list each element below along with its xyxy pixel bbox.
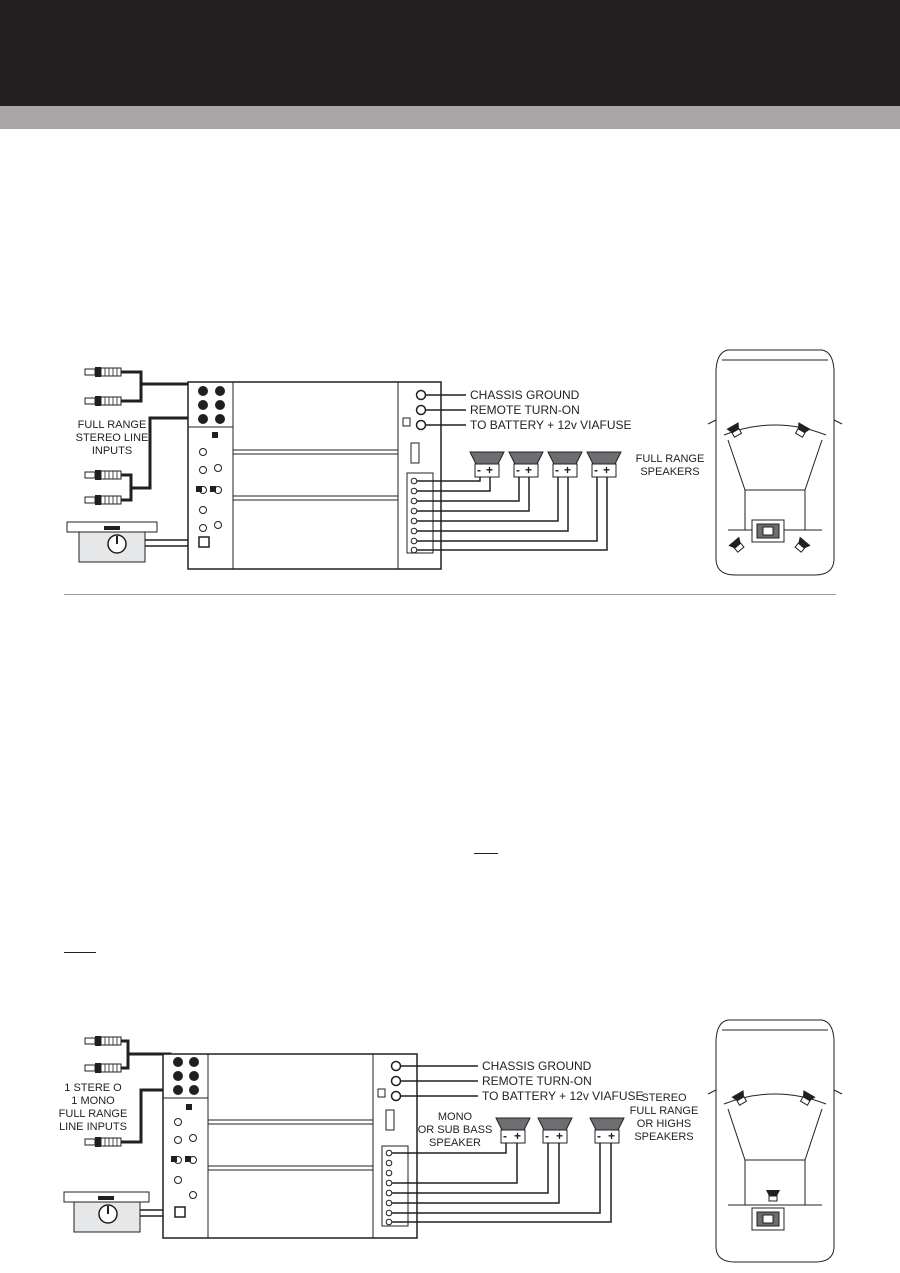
rca-plug-icon <box>85 495 121 505</box>
diagram-2 <box>59 1020 842 1262</box>
mono-speaker-label: MONO <box>437 1111 473 1123</box>
amplifier <box>163 1054 417 1238</box>
inputs-label: LINE INPUTS <box>59 1121 127 1133</box>
inputs-label: 1 MONO <box>71 1095 115 1107</box>
chassis-ground-label: CHASSIS GROUND <box>482 1059 592 1073</box>
mono-speaker-label: OR SUB BASS <box>417 1124 493 1136</box>
mono-speaker-label: SPEAKER <box>429 1137 481 1149</box>
plus-terminal-label: + <box>486 463 494 477</box>
speaker-icon <box>590 1118 624 1143</box>
rca-plug-icon <box>85 367 121 377</box>
battery-label: TO BATTERY + 12v VIAFUSE <box>470 418 632 432</box>
minus-terminal-label: - <box>477 463 481 477</box>
speakers-label: SPEAKERS <box>640 466 700 478</box>
speaker-icon <box>538 1118 572 1143</box>
stereo-speakers-label: OR HIGHS <box>636 1118 692 1130</box>
rca-plug-icon <box>85 1036 121 1046</box>
rca-plug-icon <box>85 396 121 406</box>
stereo-speakers-label: FULL RANGE <box>629 1105 699 1117</box>
speakers-label: FULL RANGE <box>635 453 705 465</box>
minus-terminal-label: - <box>503 1129 507 1143</box>
minus-terminal-label: - <box>597 1129 601 1143</box>
minus-terminal-label: - <box>545 1129 549 1143</box>
rca-plug-icon <box>85 470 121 480</box>
inputs-label: FULL RANGE <box>77 419 147 431</box>
plus-terminal-label: + <box>556 1129 564 1143</box>
plus-terminal-label: + <box>564 463 572 477</box>
car-top-view-icon <box>708 350 842 575</box>
inputs-label: 1 STERE O <box>64 1082 122 1094</box>
plus-terminal-label: + <box>514 1129 522 1143</box>
remote-level-knob <box>64 1192 149 1232</box>
remote-level-knob <box>67 522 157 562</box>
minus-terminal-label: - <box>516 463 520 477</box>
stereo-speakers-label: SPEAKERS <box>634 1131 694 1143</box>
chassis-ground-label: CHASSIS GROUND <box>470 388 580 402</box>
stereo-speakers-label: STEREO <box>641 1092 687 1104</box>
plus-terminal-label: + <box>525 463 533 477</box>
amplifier <box>188 382 441 569</box>
inputs-label: INPUTS <box>91 445 133 457</box>
plus-terminal-label: + <box>603 463 611 477</box>
inputs-label: FULL RANGE <box>58 1108 128 1120</box>
inputs-label: STEREO LINE <box>75 432 149 444</box>
diagram-1 <box>67 350 842 575</box>
minus-terminal-label: - <box>555 463 559 477</box>
speaker-icon <box>496 1118 530 1143</box>
car-top-view-icon <box>708 1020 842 1262</box>
remote-turn-on-label: REMOTE TURN-ON <box>482 1074 592 1088</box>
remote-turn-on-label: REMOTE TURN-ON <box>470 403 580 417</box>
minus-terminal-label: - <box>594 463 598 477</box>
rca-plug-icon <box>85 1063 121 1073</box>
rca-plug-icon <box>85 1137 121 1147</box>
plus-terminal-label: + <box>608 1129 616 1143</box>
battery-label: TO BATTERY + 12v VIAFUSE <box>482 1089 644 1103</box>
